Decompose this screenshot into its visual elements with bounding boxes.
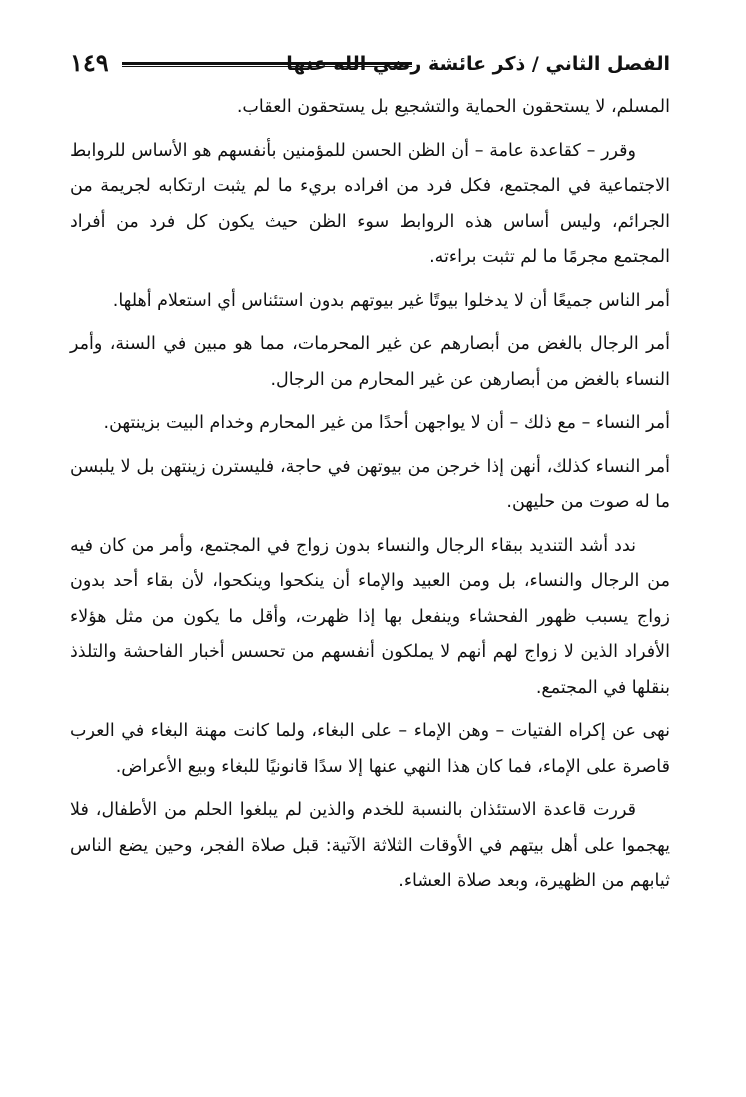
paragraph: قررت قاعدة الاستئذان بالنسبة للخدم والذين لم يبلغوا الحلم من الأطفال، فلا يهجموا على أهل بيتهم في الأوقات الثلاثة الآتية: قبل صلاة الفجر، وحين يضع الناس ثيابهم من الظهيرة، وبعد صلاة العشاء. (70, 800, 670, 891)
paragraph: وقرر – كقاعدة عامة – أن الظن الحسن للمؤمنين بأنفسهم هو الأساس للروابط الاجتماعية في المجتمع، فكل فرد من افراده بريء ما لم يثبت ارتكابه لجريمة من الجرائم، وليس أساس هذه الروابط سوء الظن حيث يكون كل فرد من أفراد المجتمع مجرمًا ما لم تثبت براءته. (70, 140, 670, 267)
paragraph: ندد أشد التنديد ببقاء الرجال والنساء بدون زواج في المجتمع، وأمر من كان فيه من الرجال والنساء، بل ومن العبيد والإماء أن ينكحوا وينكحوا، لأن بقاء أحد بدون زواج يسبب ظهور الفحشاء وينفعل بها إذا ظهرت، وأقل ما يكون من مثل هؤلاء الأفراد الذين لا زواج لهم أنهم لا يملكون أنفسهم من تحسس أخبار الفاحشة والتلذذ بنقلها في المجتمع. (70, 535, 670, 698)
paragraph: أمر النساء – مع ذلك – أن لا يواجهن أحدًا من غير المحارم وخدام البيت بزينتهن. (103, 413, 670, 433)
paragraph: أمر الناس جميعًا أن لا يدخلوا بيوتًا غير بيوتهم بدون استئناس أي استعلام أهلها. (112, 290, 670, 311)
paragraph: أمر النساء كذلك، أنهن إذا خرجن من بيوتهن في حاجة، فليسترن زينتهن بل لا يلبسن ما له صوت من حليهن. (70, 456, 670, 512)
body-text (70, 90, 670, 908)
paragraph: أمر الرجال بالغض من أبصارهم عن غير المحرمات، مما هو مبين في السنة، وأمر النساء بالغض من أبصارهن عن غير المحارم من الرجال. (70, 334, 670, 390)
paragraph-continuation: المسلم، لا يستحقون الحماية والتشجيع بل يستحقون العقاب. (236, 97, 670, 117)
page-header (70, 44, 670, 84)
page-number: ١٤٩ (70, 48, 109, 77)
running-title: الفصل الثاني / ذكر عائشة رضي الله عنها (286, 53, 670, 75)
paragraph: نهى عن إكراه الفتيات – وهن الإماء – على البغاء، ولما كانت مهنة البغاء في العرب قاصرة على الإماء، فما كان هذا النهي عنها إلا سدًا قانونيًا للبغاء وبيع الأعراض. (70, 721, 670, 777)
